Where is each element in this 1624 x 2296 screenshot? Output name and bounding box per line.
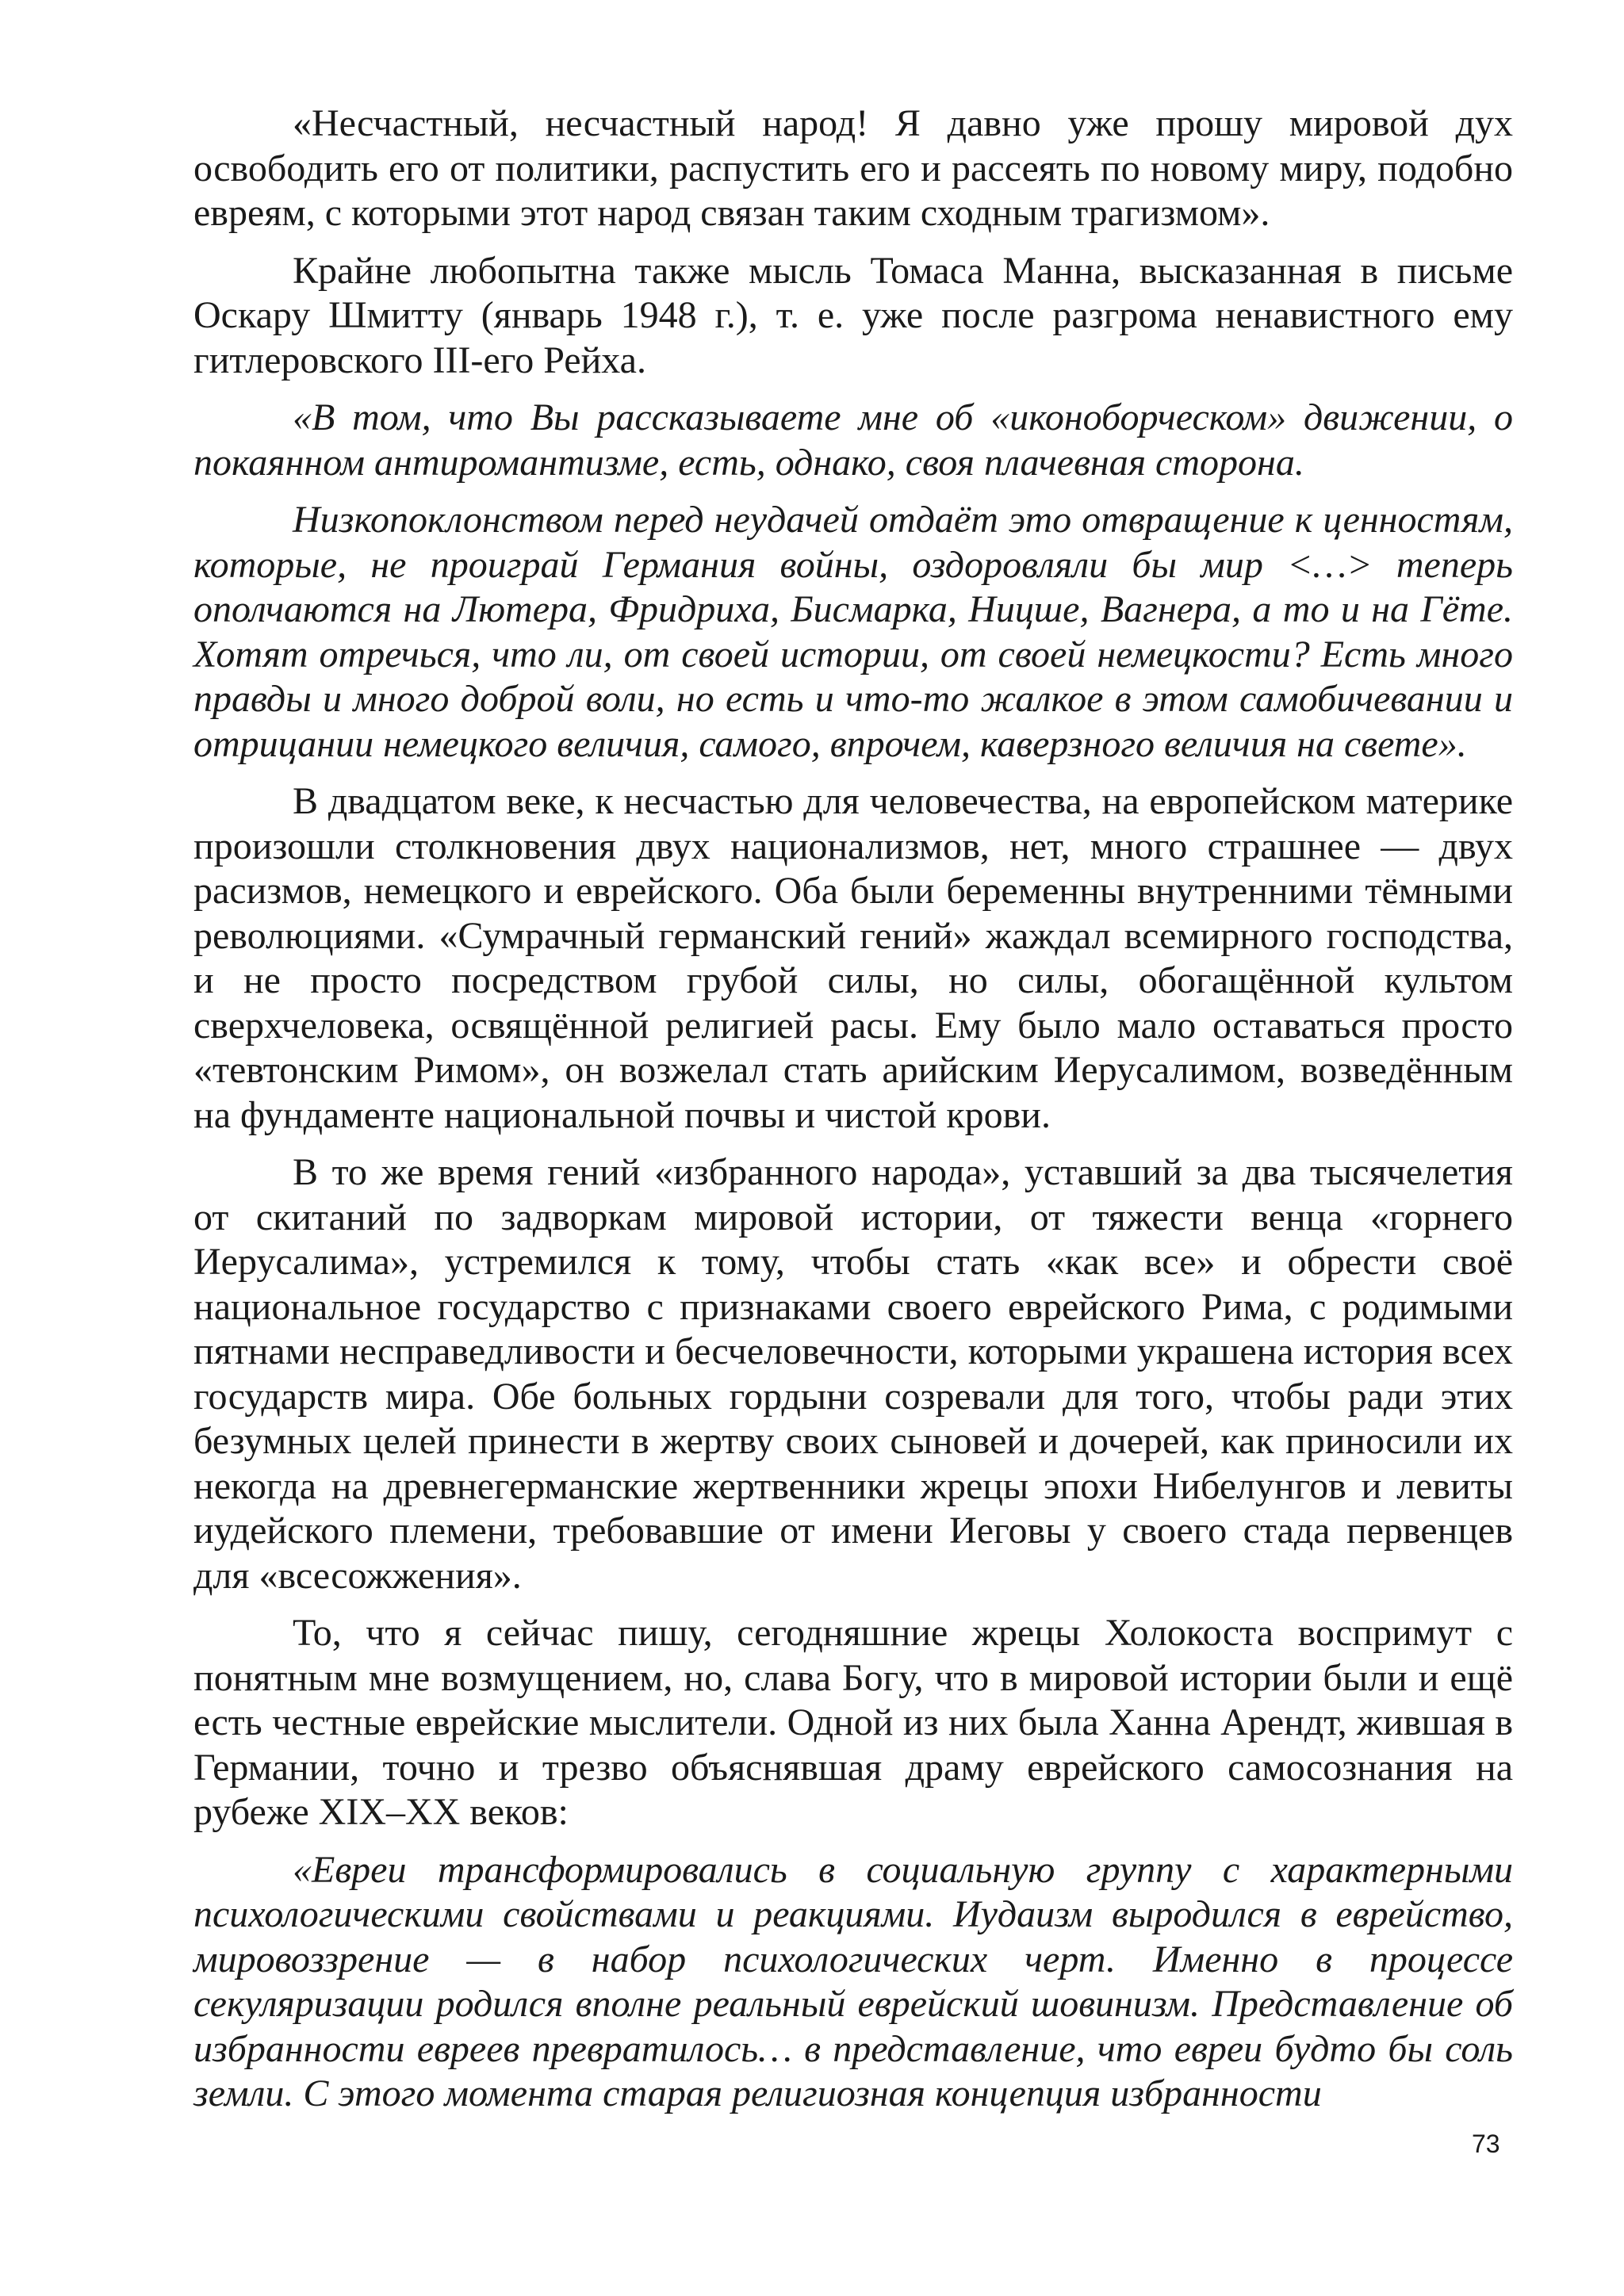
quote-paragraph-1: «В том, что Вы рассказываете мне об «иконоборческом» движении, о покаянном антиромантизме, есть, однако, своя плачевная сторона. <box>193 396 1513 484</box>
document-body <box>193 101 1513 2130</box>
paragraph-5: То, что я сейчас пишу, сегодняшние жрецы Холокоста воспримут с понятным мне возмущением, но, слава Богу, что в мировой истории были и ещё есть честные еврейские мыслители. Одной из них была Ханна Арендт, жившая в Германии, точно и трезво объяснявшая драму еврейского самосознания на рубеже XIX–XX веков: <box>193 1612 1513 1833</box>
paragraph-2: Крайне любопытна также мысль Томаса Манна, высказанная в письме Оскару Шмитту (январь 1948 г.), т. е. уже после разгрома ненавистного ему гитлеровского III-его Рейха. <box>193 249 1513 381</box>
quote-paragraph-2: Низкопоклонством перед неудачей отдаёт это отвращение к ценностям, которые, не проиграй Германия войны, оздоровляли бы мир <…> теперь ополчаются на Лютера, Фридриха, Бисмарка, Ницше, Вагнера, а то и на Гёте. Хотят отречься, что ли, от своей истории, от своей немецкости? Есть много правды и много доброй воли, но есть и что-то жалкое в этом самобичевании и отрицании немецкого величия, самого, впрочем, каверзного величия на свете». <box>193 499 1513 765</box>
paragraph-3: В двадцатом веке, к несчастью для человечества, на европейском материке произошли столкновения двух национализмов, нет, много страшнее — двух расизмов, немецкого и еврейского. Оба были беременны внутренними тёмными революциями. «Сумрачный германский гений» жаждал всемирного господства, и не просто посредством грубой силы, но силы, обогащённой культом сверхчеловека, освящённой религией расы. Ему было мало оставаться просто «тевтонским Римом», он возжелал стать арийским Иерусалимом, возведённым на фундаменте национальной почвы и чистой крови. <box>193 780 1513 1136</box>
paragraph-1: «Несчастный, несчастный народ! Я давно уже прошу мировой дух освободить его от политики, распустить его и рассеять по новому миру, подобно евреям, с которыми этот народ связан таким сходным трагизмом». <box>193 102 1513 234</box>
page-number: 73 <box>1472 2130 1500 2158</box>
quote-paragraph-3: «Евреи трансформировались в социальную группу с характерными психологическими свойствами и реакциями. Иудаизм выродился в еврейство, мировоззрение — в набор психологических черт. Именно в процессе секуляризации родился вполне реальный еврейский шовинизм. Представление об избранности евреев превратилось… в представление, что евреи будто бы соль земли. С этого момента старая религиозная концепция избранности <box>193 1848 1513 2114</box>
paragraph-4: В то же время гений «избранного народа», уставший за два тысячелетия от скитаний по задворкам мировой истории, от тяжести венца «горнего Иерусалима», устремился к тому, чтобы стать «как все» и обрести своё национальное государство с признаками своего еврейского Рима, с родимыми пятнами несправедливости и бесчеловечности, которыми украшена история всех государств мира. Обе больных гордыни созревали для того, чтобы ради этих безумных целей принести в жертву своих сыновей и дочерей, как приносили их некогда на древнегерманские жертвенники жрецы эпохи Нибелунгов и левиты иудейского племени, требовавшие от имени Иеговы у своего стада первенцев для «всесожжения». <box>193 1151 1513 1597</box>
